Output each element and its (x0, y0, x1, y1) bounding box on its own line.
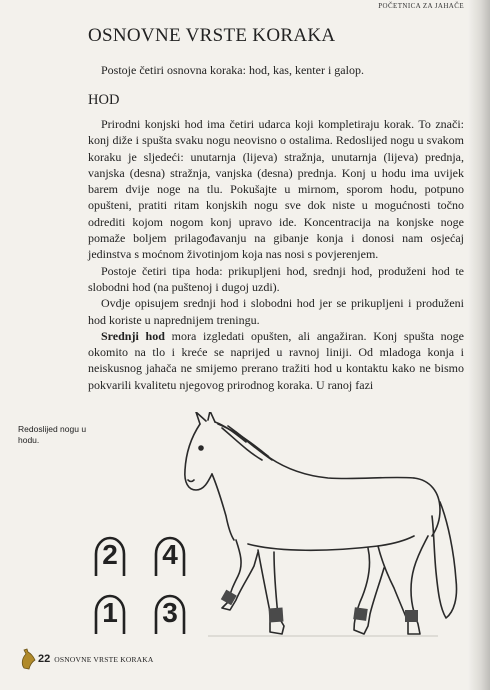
horse-head-icon (20, 648, 36, 670)
figure-caption: Redoslijed nogu u hodu. (18, 424, 87, 445)
step-badge-2 (90, 534, 130, 578)
page-title: OSNOVNE VRSTE KORAKA (88, 25, 336, 46)
running-header: POČETNICA ZA JAHAČE (378, 2, 464, 10)
step-badge-4 (150, 534, 190, 578)
paragraph: Prirodni konjski hod ima četiri udarca koji kompletiraju korak. To znači: konj diže i spušta svaku nogu neovisno o ostalima. Redoslijed nogu u svakom koraku je sljedeći: unutarnja (lijeva) stražnja, unutarnja (lijeva) prednja, vanjska (desna) stražnja, vanjska (desna) prednja. Konj u hodu ima uvijek barem dvije noge na tlu. Pokušajte u mirnom, sporom hodu, potpuno opušteni, pratiti ritam konjskih nogu sve dok niste u mogućnosti točno odrediti kojom nogom konj upravo ide. Koncentracija na konjske noge pomaže boljem prilagođavanju na gibanje konja i donosi nam osjećaj jedinstva s moćnom životinjom koja nas nosi s povjerenjem. (88, 117, 464, 262)
page-number: 22 (38, 653, 51, 665)
page-edge-shadow (468, 0, 490, 690)
step-badge-3 (150, 592, 190, 636)
section-heading: HOD (88, 92, 120, 108)
body-text (88, 116, 464, 393)
bold-term: Srednji hod (101, 328, 165, 343)
paragraph (88, 328, 464, 393)
step-number: 1 (102, 597, 118, 628)
paragraph: Ovdje opisujem srednji hod i slobodni hod jer se prikupljeni i produženi hod koriste u naprednijem treningu. (88, 296, 464, 327)
horse-illustration (178, 412, 468, 647)
intro-text: Postoje četiri osnovna koraka: hod, kas, kenter i galop. (101, 63, 364, 77)
paragraph-text: mora izgledati opušten, ali angažiran. Konj spušta noge okomito na tlo i kreće se naprijed u ravnoj liniji. Od mladoga konja i neiskusnog jahača ne smijemo prerano tražiti hod u kontaktu kako ne bismo pokvarili kvalitetu njegovog prirodnog koraka. U ranoj fazi (88, 328, 464, 392)
footer-title: OSNOVNE VRSTE KORAKA (54, 654, 154, 664)
step-number: 3 (162, 597, 178, 628)
paragraph: Postoje četiri tipa hoda: prikupljeni hod, srednji hod, produženi hod te slobodni hod (na puštenoj i dugoj uzdi). (88, 263, 464, 294)
page-footer (20, 648, 154, 670)
step-number: 4 (162, 539, 178, 570)
step-badge-1 (90, 592, 130, 636)
step-number: 2 (102, 539, 118, 570)
